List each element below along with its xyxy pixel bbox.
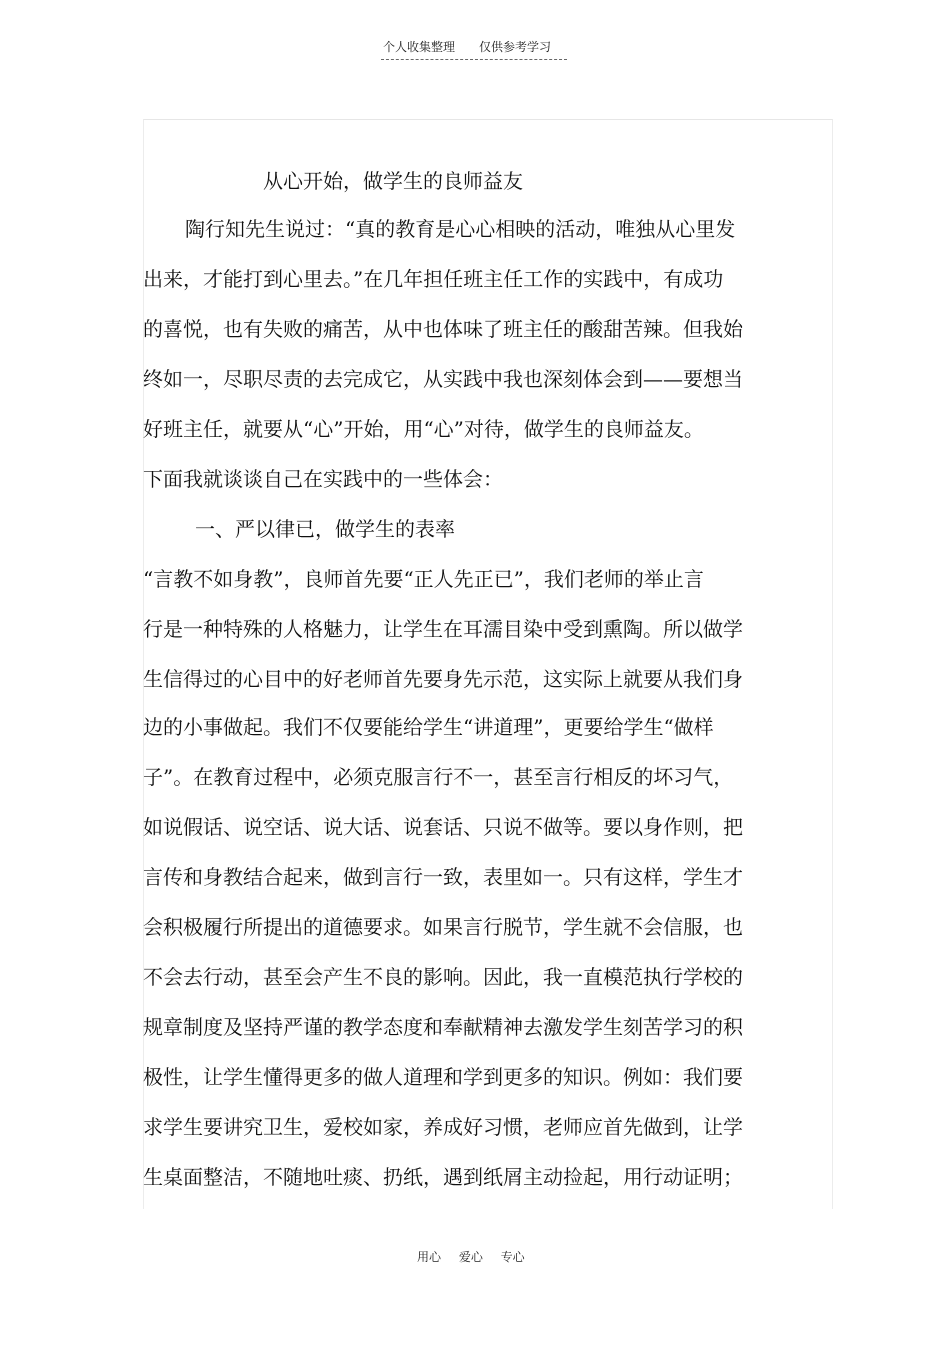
body-line-5: 好班主任，就要从“心”开始，用“心”对待，做学生的良师益友。 xyxy=(143,417,704,441)
body-line-11: 边的小事做起。我们不仅要能给学生“讲道理”，更要给学生“做样 xyxy=(143,715,714,739)
body-line-1: 陶行知先生说过：“真的教育是心心相映的活动，唯独从心里发 xyxy=(185,217,736,241)
body-line-9: 行是一种特殊的人格魅力，让学生在耳濡目染中受到熏陶。所以做学 xyxy=(143,617,743,641)
body-line-14: 言传和身教结合起来，做到言行一致，表里如一。只有这样，学生才 xyxy=(143,865,743,889)
body-line-6: 下面我就谈谈自己在实践中的一些体会： xyxy=(143,467,503,491)
body-line-18: 极性，让学生懂得更多的做人道理和学到更多的知识。例如：我们要 xyxy=(143,1065,743,1089)
body-line-3: 的喜悦，也有失败的痛苦，从中也体味了班主任的酸甜苦辣。但我始 xyxy=(143,317,743,341)
header-right-text: 仅供参考学习 xyxy=(479,40,552,54)
body-line-10: 生信得过的心目中的好老师首先要身先示范，这实际上就要从我们身 xyxy=(143,667,743,691)
body-line-19: 求学生要讲究卫生，爱校如家，养成好习惯，老师应首先做到，让学 xyxy=(143,1115,743,1139)
body-line-13: 如说假话、说空话、说大话、说套话、只说不做等。要以身作则，把 xyxy=(143,815,743,839)
body-line-12: 子”。在教育过程中，必须克服言行不一，甚至言行相反的坏习气， xyxy=(143,765,734,789)
page-header xyxy=(381,38,567,60)
body-line-17: 规章制度及坚持严谨的教学态度和奉献精神去激发学生刻苦学习的积 xyxy=(143,1015,743,1039)
body-line-20: 生桌面整洁，不随地吐痰、扔纸，遇到纸屑主动捡起，用行动证明； xyxy=(143,1165,743,1189)
document-title: 从心开始，做学生的良师益友 xyxy=(263,169,523,193)
body-line-8: “言教不如身教”，良师首先要“正人先正已”，我们老师的举止言 xyxy=(143,567,704,591)
body-line-15: 会积极履行所提出的道德要求。如果言行脱节，学生就不会信服，也 xyxy=(143,915,743,939)
body-line-16: 不会去行动，甚至会产生不良的影响。因此，我一直模范执行学校的 xyxy=(143,965,743,989)
page-footer: 用心 爱心 专心 xyxy=(417,1250,525,1264)
section-heading-1: 一、严以律已，做学生的表率 xyxy=(195,517,455,541)
body-line-2: 出来，才能打到心里去。”在几年担任班主任工作的实践中，有成功 xyxy=(143,267,724,291)
header-left-text: 个人收集整理 xyxy=(383,40,456,54)
body-line-4: 终如一，尽职尽责的去完成它，从实践中我也深刻体会到——要想当 xyxy=(143,367,743,391)
